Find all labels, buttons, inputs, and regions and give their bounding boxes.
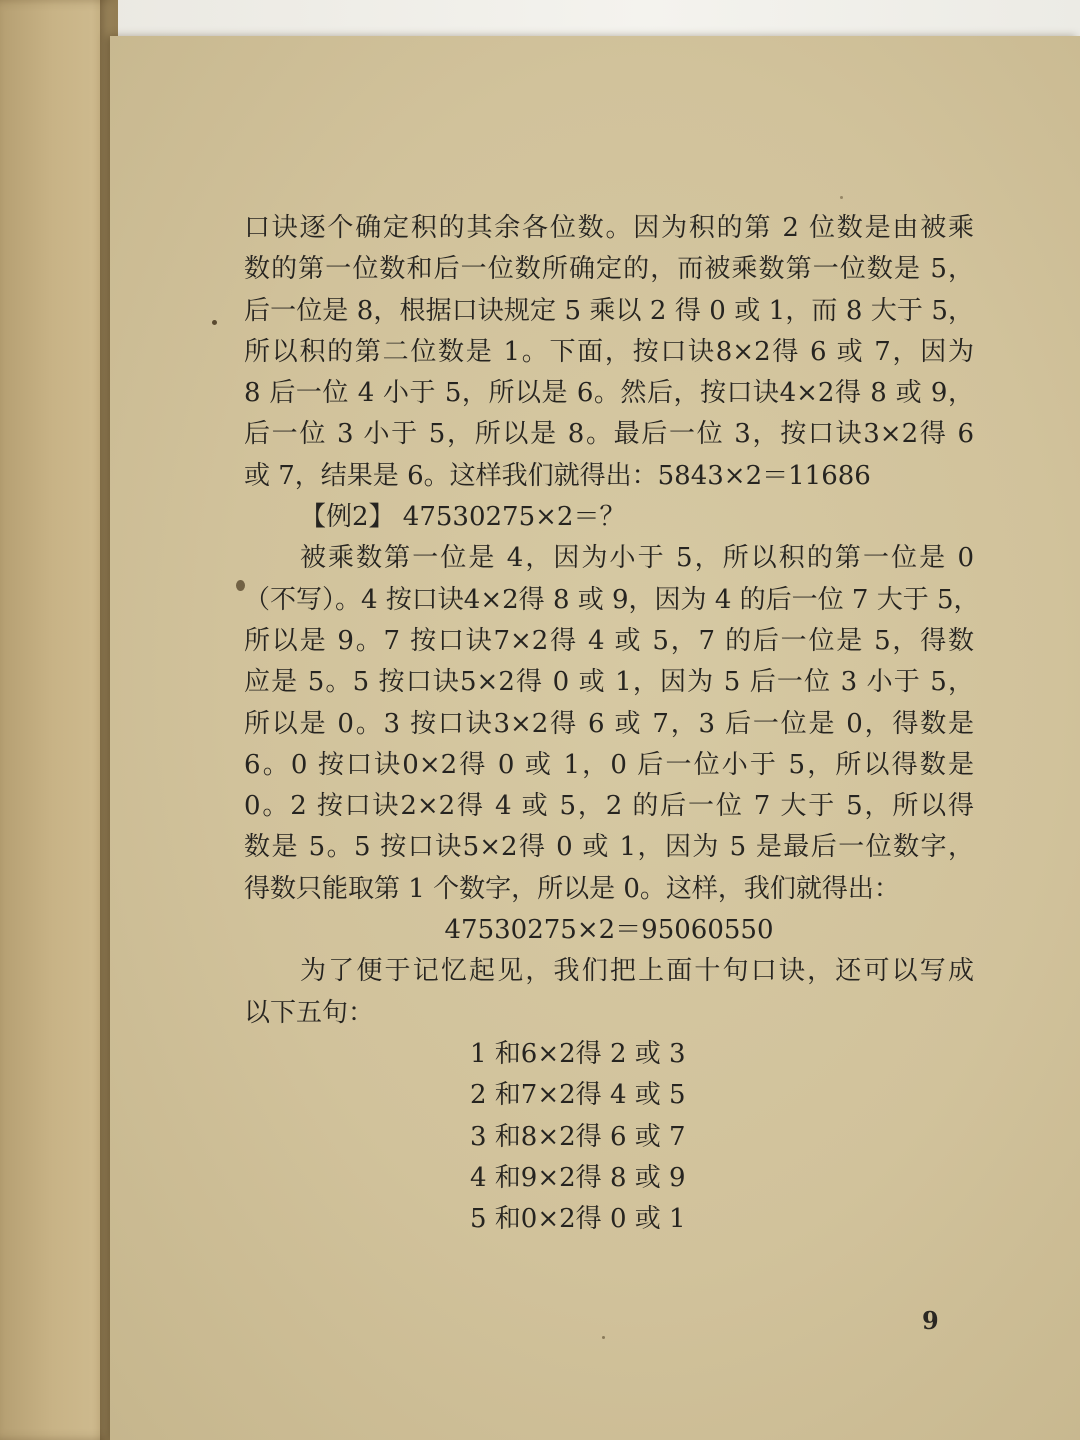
result-equation: 47530275×2＝95060550	[444, 915, 774, 946]
mnemonic-line: 3 和8×2得 6 或 7	[470, 1121, 686, 1152]
text-line: 应是 5。5 按口诀5×2得 0 或 1，因为 5 后一位 3 小于 5，	[244, 667, 974, 698]
paper-speck	[212, 320, 217, 325]
text-line: 被乘数第一位是 4，因为小于 5，所以积的第一位是 0	[300, 543, 974, 574]
text-line: 数的第一位数和后一位数所确定的，而被乘数第一位数是 5，	[244, 254, 974, 285]
text-line: （不写）。4 按口诀4×2得 8 或 9，因为 4 的后一位 7 大于 5，	[244, 584, 980, 615]
example-heading: 【例2】 47530275×2＝？	[300, 502, 626, 533]
mnemonic-line: 5 和0×2得 0 或 1	[470, 1204, 686, 1235]
text-line: 以下五句：	[244, 997, 375, 1028]
text-line: 或 7，结果是 6。这样我们就得出：5843×2＝11686	[244, 460, 871, 491]
page-number: 9	[922, 1306, 939, 1335]
paper-speck	[840, 196, 843, 199]
mnemonic-line: 4 和9×2得 8 或 9	[470, 1162, 686, 1193]
text-line: 所以是 9。7 按口诀7×2得 4 或 5，7 的后一位是 5，得数	[244, 625, 974, 656]
text-line: 得数只能取第 1 个数字，所以是 0。这样，我们就得出：	[244, 873, 900, 904]
text-line: 所以积的第二位数是 1。下面，按口诀8×2得 6 或 7，因为	[244, 336, 974, 367]
paper-speck	[602, 1336, 605, 1339]
text-line: 口诀逐个确定积的其余各位数。因为积的第 2 位数是由被乘	[244, 213, 974, 243]
text-line: 后一位 3 小于 5，所以是 8。最后一位 3，按口诀3×2得 6	[244, 419, 974, 450]
text-line: 数是 5。5 按口诀5×2得 0 或 1，因为 5 是最后一位数字，	[244, 832, 974, 863]
mnemonic-line: 2 和7×2得 4 或 5	[470, 1080, 686, 1111]
text-line: 为了便于记忆起见，我们把上面十句口诀，还可以写成	[300, 956, 974, 987]
page-body-text	[244, 208, 980, 1240]
text-line: 所以是 0。3 按口诀3×2得 6 或 7，3 后一位是 0，得数是	[244, 708, 974, 739]
text-line: 后一位是 8，根据口诀规定 5 乘以 2 得 0 或 1，而 8 大于 5，	[244, 295, 974, 326]
text-line: 6。0 按口诀0×2得 0 或 1，0 后一位小于 5，所以得数是	[244, 749, 974, 780]
text-line: 0。2 按口诀2×2得 4 或 5，2 的后一位 7 大于 5，所以得	[244, 791, 974, 822]
text-line: 8 后一位 4 小于 5，所以是 6。然后，按口诀4×2得 8 或 9，	[244, 378, 974, 409]
mnemonic-line: 1 和6×2得 2 或 3	[470, 1038, 686, 1069]
